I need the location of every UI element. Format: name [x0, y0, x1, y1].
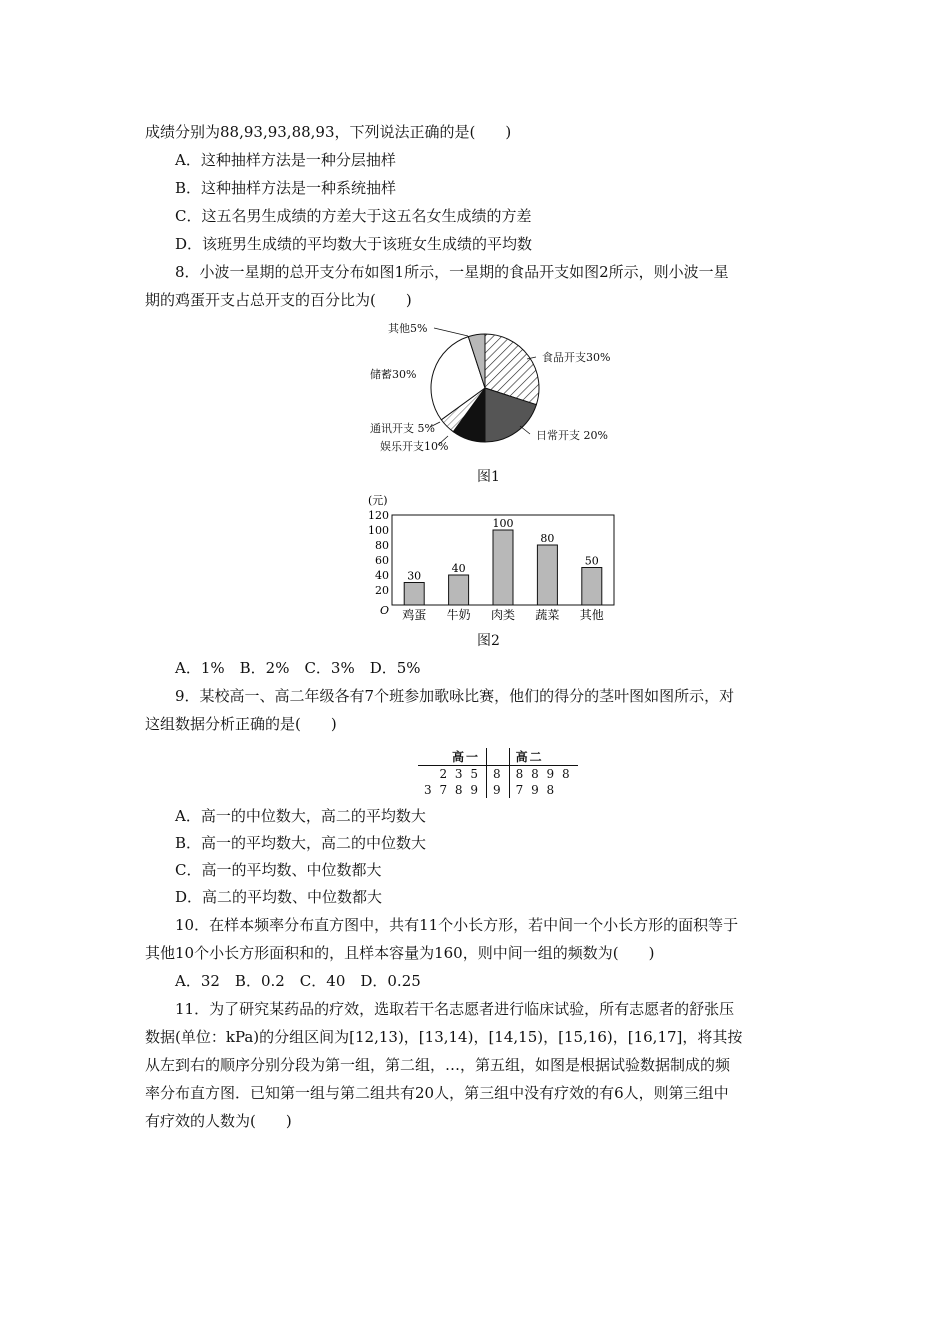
- q11-text-line-3: 从左到右的顺序分别分段为第一组，第二组，…，第五组，如图是根据试验数据制成的频: [145, 1056, 731, 1074]
- bar-0: [404, 583, 424, 606]
- bar-value-label: 80: [540, 532, 555, 545]
- y-tick-label: 20: [375, 584, 389, 597]
- pie-label-comm: 通讯开支 5%: [370, 422, 435, 435]
- bar-4: [582, 568, 602, 606]
- stem-row-right: 8 8 9 8: [515, 767, 572, 781]
- q7-option-b: B．这种抽样方法是一种系统抽样: [175, 179, 397, 197]
- bar-value-label: 50: [584, 554, 599, 568]
- q9-option-a: A．高一的中位数大，高二的平均数大: [175, 807, 426, 825]
- q10-text-line-2: 其他10个小长方形面积和的，且样本容量为160，则中间一组的频数为( ): [145, 944, 655, 962]
- stem-row-stem: 8: [486, 766, 509, 783]
- pie-label-entertainment: 娱乐开支10%: [380, 440, 449, 453]
- bar-value-label: 100: [492, 517, 514, 530]
- bar-3: [537, 545, 557, 605]
- stem-row-stem: 9: [486, 782, 509, 798]
- bar-category-label: 鸡蛋: [402, 608, 427, 622]
- q9-option-b: B．高一的平均数大，高二的中位数大: [175, 834, 427, 852]
- stem-row-left: 3 7 8 9: [424, 783, 480, 797]
- q7-option-d: D．该班男生成绩的平均数大于该班女生成绩的平均数: [175, 235, 533, 253]
- pie-label-savings: 储蓄30%: [370, 368, 417, 381]
- q9-option-c: C．高一的平均数、中位数都大: [175, 861, 382, 879]
- y-axis-unit: (元): [368, 494, 388, 507]
- bar-value-label: 40: [451, 562, 466, 575]
- bar-category-label: 牛奶: [446, 608, 471, 622]
- stem-right-header: 高二: [509, 748, 577, 766]
- bar-category-label: 肉类: [490, 608, 516, 622]
- question-7-stem-line: 成绩分别为88,93,93,88,93，下列说法正确的是( ): [145, 123, 512, 141]
- stem-left-header: 高一: [418, 748, 486, 766]
- q7-option-a: A．这种抽样方法是一种分层抽样: [175, 151, 396, 169]
- y-tick-label: 100: [368, 524, 389, 537]
- y-tick-label: 60: [375, 554, 389, 567]
- pie-label-other: 其他5%: [388, 322, 428, 335]
- bar-2: [493, 530, 513, 605]
- pie-label-food: 食品开支30%: [542, 351, 611, 364]
- q10-options: A．32 B．0.2 C．40 D．0.25: [175, 972, 421, 990]
- q11-text-line-5: 有疗效的人数为( ): [145, 1112, 292, 1130]
- pie-chart: [350, 318, 630, 460]
- figure-2-caption: 图2: [477, 633, 500, 649]
- stem-row-left: 2 3 5: [439, 767, 480, 781]
- q9-text-line-2: 这组数据分析正确的是( ): [145, 715, 337, 733]
- y-tick-label: 120: [368, 509, 389, 522]
- origin-label: O: [380, 604, 390, 617]
- q8-options: A．1% B．2% C．3% D．5%: [175, 659, 421, 677]
- bar-1: [449, 575, 469, 605]
- q9-text-line-1: 9．某校高一、高二年级各有7个班参加歌咏比赛，他们的得分的茎叶图如图所示，对: [175, 687, 735, 705]
- pie-label-daily: 日常开支 20%: [536, 429, 608, 442]
- q11-text-line-4: 率分布直方图．已知第一组与第二组共有20人，第三组中没有疗效的有6人，则第三组中: [145, 1084, 729, 1102]
- bar-value-label: 30: [407, 569, 422, 583]
- q10-text-line-1: 10．在样本频率分布直方图中，共有11个小长方形，若中间一个小长方形的面积等于: [175, 916, 739, 934]
- bar-category-label: 其他: [579, 608, 604, 622]
- stem-row-right: 7 9 8: [515, 783, 557, 797]
- y-tick-label: 80: [375, 539, 389, 552]
- y-tick-label: 40: [375, 569, 389, 582]
- q7-option-c: C．这五名男生成绩的方差大于这五名女生成绩的方差: [175, 207, 532, 225]
- q11-text-line-1: 11．为了研究某药品的疗效，选取若干名志愿者进行临床试验，所有志愿者的舒张压: [175, 1000, 735, 1018]
- bar-category-label: 蔬菜: [535, 608, 560, 622]
- bar-chart: [360, 490, 620, 625]
- stem-leaf-plot: [418, 748, 578, 798]
- figure-1-caption: 图1: [477, 469, 500, 485]
- q11-text-line-2: 数据(单位：kPa)的分组区间为[12,13)，[13,14)，[14,15)，[15,16)，[16,17]，将其按: [145, 1028, 743, 1046]
- q8-text-line-1: 8．小波一星期的总开支分布如图1所示，一星期的食品开支如图2所示，则小波一星: [175, 263, 729, 281]
- q9-option-d: D．高二的平均数、中位数都大: [175, 888, 383, 906]
- q8-text-line-2: 期的鸡蛋开支占总开支的百分比为( ): [145, 291, 412, 309]
